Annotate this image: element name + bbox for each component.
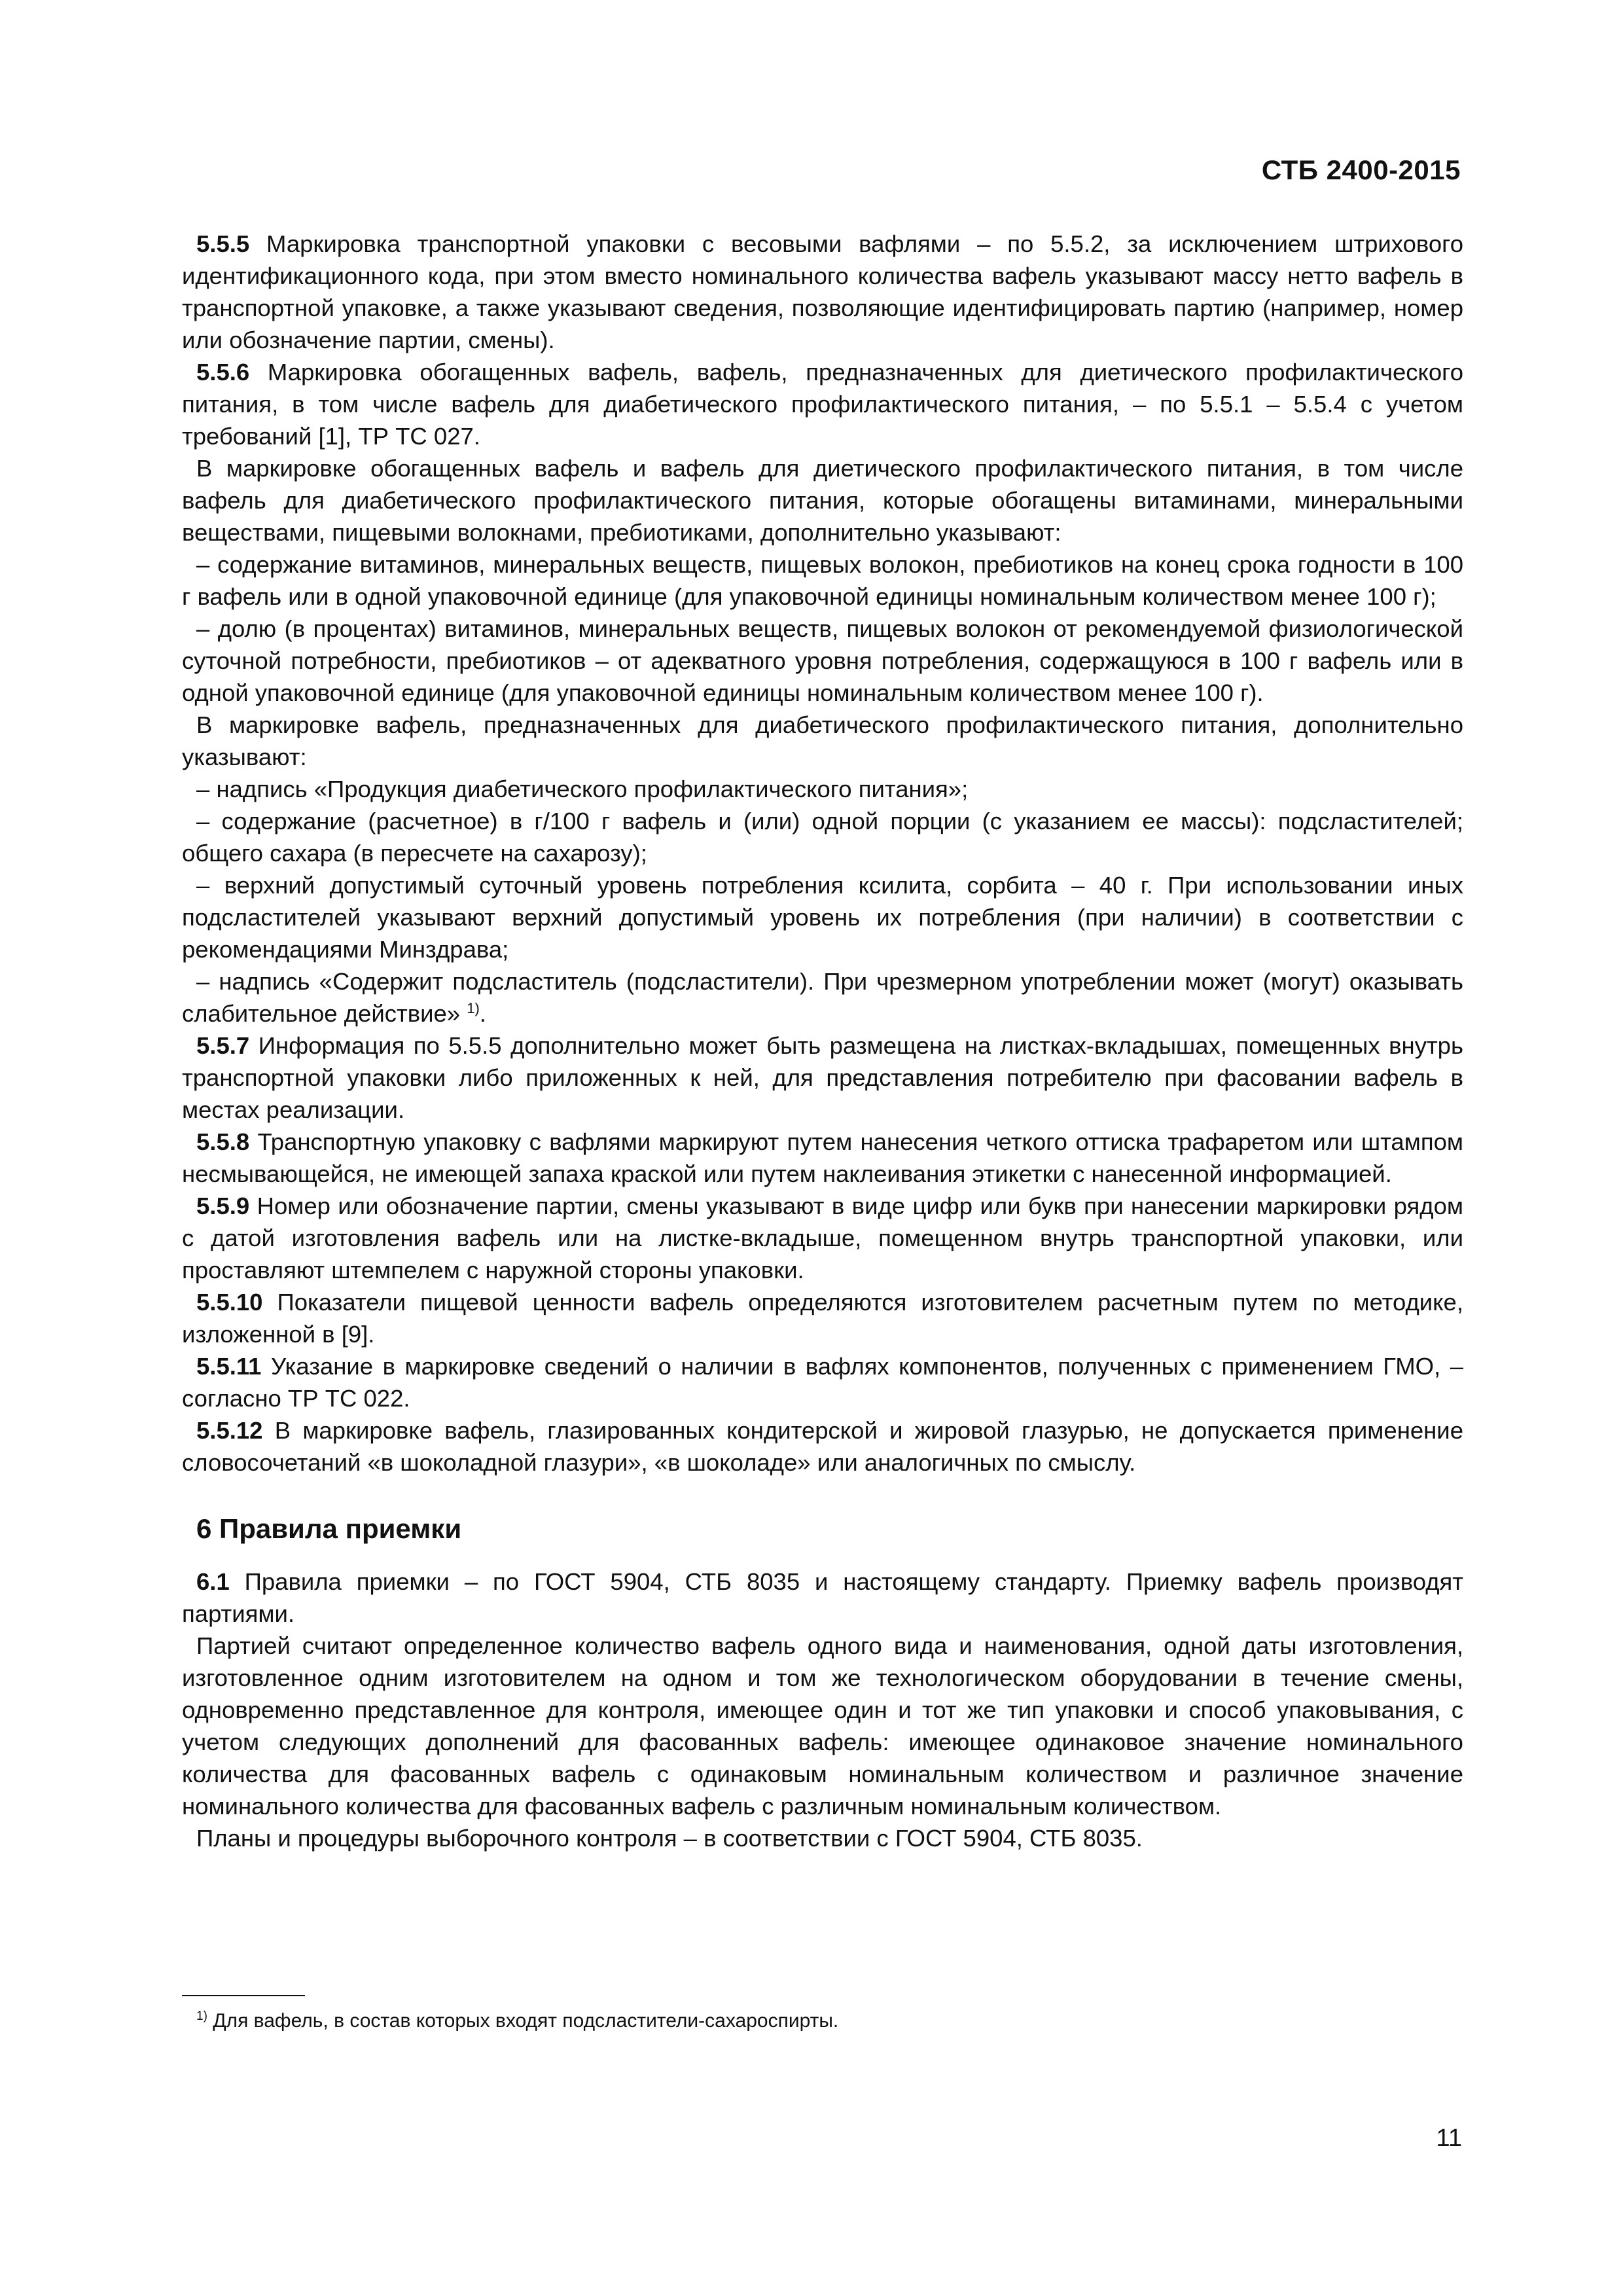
clause-5-5-12 <box>182 1414 1463 1479</box>
clause-number: 5.5.12 <box>196 1417 263 1444</box>
clause-number: 5.5.10 <box>196 1289 263 1316</box>
footnote-text: Для вафель, в состав которых входят подсластители-сахароспирты. <box>207 2010 839 2032</box>
footnote-reference[interactable]: 1) <box>467 999 480 1016</box>
clause-5-5-8 <box>182 1126 1463 1190</box>
paragraph: Планы и процедуры выборочного контроля – в соответствии с ГОСТ 5904, СТБ 8035. <box>196 1825 1143 1852</box>
clause-number: 5.5.7 <box>196 1032 250 1059</box>
paragraph: В маркировке вафель, предназначенных для диабетического профилактического питания, дополнительно указывают: <box>182 711 1463 770</box>
clause-text: В маркировке вафель, глазированных кондитерской и жировой глазурью, не допускается применение словосочетаний «в шоколадной глазури», «в шоколаде» или аналогичных по смыслу. <box>182 1417 1463 1476</box>
clause-text: Показатели пищевой ценности вафель определяются изготовителем расчетным путем по методике, изложенной в [9]. <box>182 1289 1463 1348</box>
clause-number: 5.5.11 <box>196 1353 262 1380</box>
clause-5-5-10 <box>182 1286 1463 1350</box>
page-number: 11 <box>1436 2125 1462 2152</box>
list-item: – долю (в процентах) витаминов, минеральных веществ, пищевых волокон от рекомендуемой физиологической суточной потребности, пребиотиков – от адекватного уровня потребления, содержащуюся в 100 г вафель или в одной упаковочной единице (для упаковочной единицы номинальным количеством менее 100 г). <box>182 615 1463 706</box>
clause-number: 5.5.8 <box>196 1128 250 1155</box>
paragraph: В маркировке обогащенных вафель и вафель для диетического профилактического питания, в том числе вафель для диабетического профилактического питания, которые обогащены витаминами, минеральными веществами, пищевыми волокнами, пребиотиками, дополнительно указывают: <box>182 455 1463 546</box>
clause-number: 5.5.6 <box>196 359 250 386</box>
document-code: СТБ 2400-2015 <box>1261 154 1461 185</box>
clause-number: 5.5.5 <box>196 230 250 257</box>
clause-5-5-6 <box>182 356 1463 452</box>
list-item: – содержание витаминов, минеральных веществ, пищевых волокон, пребиотиков на конец срока годности в 100 г вафель или в одной упаковочной единице (для упаковочной единицы номинальным количеством менее 100 г); <box>182 551 1463 610</box>
paragraph: Партией считают определенное количество вафель одного вида и наименования, одной даты изготовления, изготовленное одним изготовителем на одном и том же технологическом оборудовании в течение смены, одновременно представленное для контроля, имеющее один и тот же тип упаковки и способ упаковывания, с учетом следующих дополнений для фасованных вафель: имеющее одинаковое значение номинального количества для фасованных вафель с одинаковым номинальным количеством и различное значение номинального количества для фасованных вафель с различным номинальным количеством. <box>182 1632 1463 1820</box>
clause-5-5-9 <box>182 1190 1463 1286</box>
clause-text: Правила приемки – по ГОСТ 5904, СТБ 8035 и настоящему стандарту. Приемку вафель производят партиями. <box>182 1568 1463 1627</box>
footnote <box>196 2008 1440 2034</box>
footnote-separator <box>182 1995 305 1996</box>
clause-text: Информация по 5.5.5 дополнительно может быть размещена на листках-вкладышах, помещенных внутрь транспортной упаковки либо приложенных к ней, для представления потребителю при фасовании вафель в местах реализации. <box>182 1032 1463 1123</box>
list-item: – верхний допустимый суточный уровень потребления ксилита, сорбита – 40 г. При использовании иных подсластителей указывают верхний допустимый уровень их потребления (при наличии) в соответствии с рекомендациями Минздрава; <box>182 872 1463 963</box>
clause-text: Номер или обозначение партии, смены указывают в виде цифр или букв при нанесении маркировки рядом с датой изготовления вафель или на листке-вкладыше, помещенном внутрь транспортной упаковки, или проставляют штемпелем с наружной стороны упаковки. <box>182 1193 1463 1283</box>
clause-6-1 <box>182 1566 1463 1630</box>
clause-5-5-7 <box>182 1030 1463 1126</box>
clause-text: Маркировка обогащенных вафель, вафель, предназначенных для диетического профилактического питания, в том числе вафель для диабетического профилактического питания, – по 5.5.1 – 5.5.4 с учетом требований [1], ТР ТС 027. <box>182 359 1463 450</box>
clause-text: Указание в маркировке сведений о наличии в вафлях компонентов, полученных с применением ГМО, – согласно ТР ТС 022. <box>182 1353 1463 1412</box>
list-item: – содержание (расчетное) в г/100 г вафель и (или) одной порции (с указанием ее массы): подсластителей; общего сахара (в пересчете на сахарозу); <box>182 808 1463 867</box>
clause-number: 6.1 <box>196 1568 230 1595</box>
list-item-text: – надпись «Содержит подсластитель (подсластители). При чрезмерном употреблении может (могут) оказывать слабительное действие» <box>182 968 1463 1027</box>
footnote-mark: 1) <box>196 2009 207 2023</box>
body-text <box>182 228 1463 1854</box>
list-item <box>182 965 1463 1030</box>
clause-5-5-11 <box>182 1350 1463 1414</box>
section-heading: 6 Правила приемки <box>196 1513 462 1544</box>
clause-number: 5.5.9 <box>196 1193 250 1219</box>
clause-text: Маркировка транспортной упаковки с весовыми вафлями – по 5.5.2, за исключением штрихового идентификационного кода, при этом вместо номинального количества вафель указывают массу нетто вафель в транспортной упаковке, а также указывают сведения, позволяющие идентифицировать партию (например, номер или обозначение партии, смены). <box>182 230 1463 353</box>
clause-5-5-5 <box>182 228 1463 356</box>
list-item-tail: . <box>479 1000 486 1027</box>
list-item: – надпись «Продукция диабетического профилактического питания»; <box>196 776 969 802</box>
clause-text: Транспортную упаковку с вафлями маркируют путем нанесения четкого оттиска трафаретом или штампом несмывающейся, не имеющей запаха краской или путем наклеивания этикетки с нанесенной информацией. <box>182 1128 1463 1187</box>
